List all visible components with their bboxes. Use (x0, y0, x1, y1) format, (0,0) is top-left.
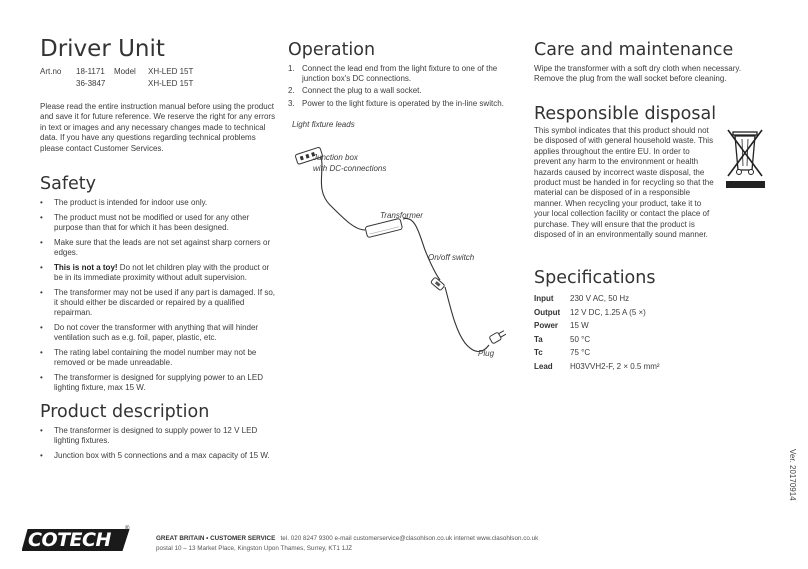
label-plug: Plug (478, 349, 495, 358)
list-item: • The transformer may not be used if any part is damaged. If so, it should either be discarded or repaired by a qualified repairman. (40, 288, 278, 319)
switch-drawing (431, 277, 445, 291)
label-transformer: Transformer (380, 211, 423, 220)
care-heading: Care and maintenance (534, 40, 734, 60)
transformer-drawing (365, 218, 403, 237)
table-row: Power 15 W (534, 321, 589, 331)
step-item: 2. Connect the plug to a wall socket. (288, 86, 422, 96)
label-light-fixture-leads: Light fixture leads (292, 120, 355, 129)
table-row: Output 12 V DC, 1.25 A (5 ×) (534, 307, 646, 317)
cotech-logo (22, 526, 132, 554)
model-1: XH-LED 15T (148, 67, 194, 76)
step-item: 1. Connect the lead end from the light fixture to one of the junction box's DC connections. (288, 64, 498, 84)
artno-label: Art.no (40, 67, 62, 76)
list-item: • The product is intended for indoor use only. (40, 198, 278, 208)
list-item: • Junction box with 5 connections and a max capacity of 15 W. (40, 451, 278, 461)
table-row: Tc 75 °C (534, 348, 591, 358)
label-switch: On/off switch (428, 253, 475, 262)
disposal-heading: Responsible disposal (534, 104, 717, 124)
model-label: Model (114, 67, 136, 76)
artno-1: 18-1171 (76, 67, 105, 76)
model-2: XH-LED 15T (148, 78, 194, 88)
version-label: Ver. 20170914 (788, 449, 797, 501)
product-heading: Product description (40, 402, 210, 422)
list-item: • This is not a toy! Do not let children play with the product or be in its immediate proximity without adult supervision. (40, 263, 278, 284)
not-a-toy-warning: This is not a toy! (54, 262, 118, 272)
table-row: Input 230 V AC, 50 Hz (534, 294, 630, 303)
intro-text: Please read the entire instruction manual before using the product and save it for future reference. We reserve the right for any errors in text or images and any necessary changes made to technical data. If you have any questions regarding technical problems please contact Customer Services. (40, 102, 276, 153)
specs-table (534, 292, 660, 374)
list-item: • Make sure that the leads are not set against sharp corners or edges. (40, 238, 278, 259)
list-item: • Do not cover the transformer with anything that will hinder ventilation such as e.g. foil, paper, plastic, etc. (40, 323, 278, 344)
operation-steps (288, 64, 520, 111)
safety-heading: Safety (40, 174, 96, 194)
logo-text: COTECH (28, 529, 111, 551)
product-list (40, 426, 278, 466)
list-item: • The rating label containing the model number may not be removed or be made unreadable. (40, 348, 278, 369)
step-item: 3. Power to the light fixture is operated by the in-line switch. (288, 98, 504, 108)
specs-heading: Specifications (534, 268, 656, 288)
operation-heading: Operation (288, 40, 376, 60)
artno-2: 36-3847 (76, 78, 106, 88)
table-row: Ta 50 °C (534, 334, 591, 344)
crossed-bin-icon (724, 126, 768, 190)
registered-mark: ® (125, 526, 130, 532)
footer-line-1: GREAT BRITAIN • CUSTOMER SERVICE tel. 020 8247 9300 e-mail customerservice@clasohlson.co.uk internet www.clasohlson.co.uk (156, 535, 539, 542)
disposal-text: This symbol indicates that this product should not be disposed of with general household waste. This applies throughout the entire EU. In order to prevent any harm to the environment or health hazards caused by incorrect waste disposal, the product must be handed in for recycling so that the material can be disposed of in a responsible manner. When recycling your product, take it to your local collection facility or contact the place of purchase. They will ensure that the product is disposed of in an environmentally sound manner. (534, 126, 714, 240)
page-title: Driver Unit (40, 36, 165, 62)
label-dc-connections: with DC-connections (313, 164, 387, 173)
safety-list (40, 198, 278, 398)
table-row: Lead H03VVH2-F, 2 × 0.5 mm² (534, 361, 660, 371)
care-text: Wipe the transformer with a soft dry cloth when necessary. Remove the plug from the wall socket before cleaning. (534, 64, 742, 84)
list-item: • The transformer is designed to supply power to 12 V LED lighting fixtures. (40, 426, 278, 447)
list-item: • The product must not be modified or used for any other purpose than that for which it has been designed. (40, 213, 278, 234)
article-number-table (40, 66, 193, 89)
list-item: • The transformer is designed for supplying power to an LED lighting fixture, max 15 W. (40, 373, 278, 394)
footer-line-2: postal 10 – 13 Market Place, Kingston Upon Thames, Surrey, KT1 1JZ (156, 545, 353, 552)
label-junction-box: Junction box (313, 153, 358, 162)
plug-drawing (489, 329, 507, 344)
